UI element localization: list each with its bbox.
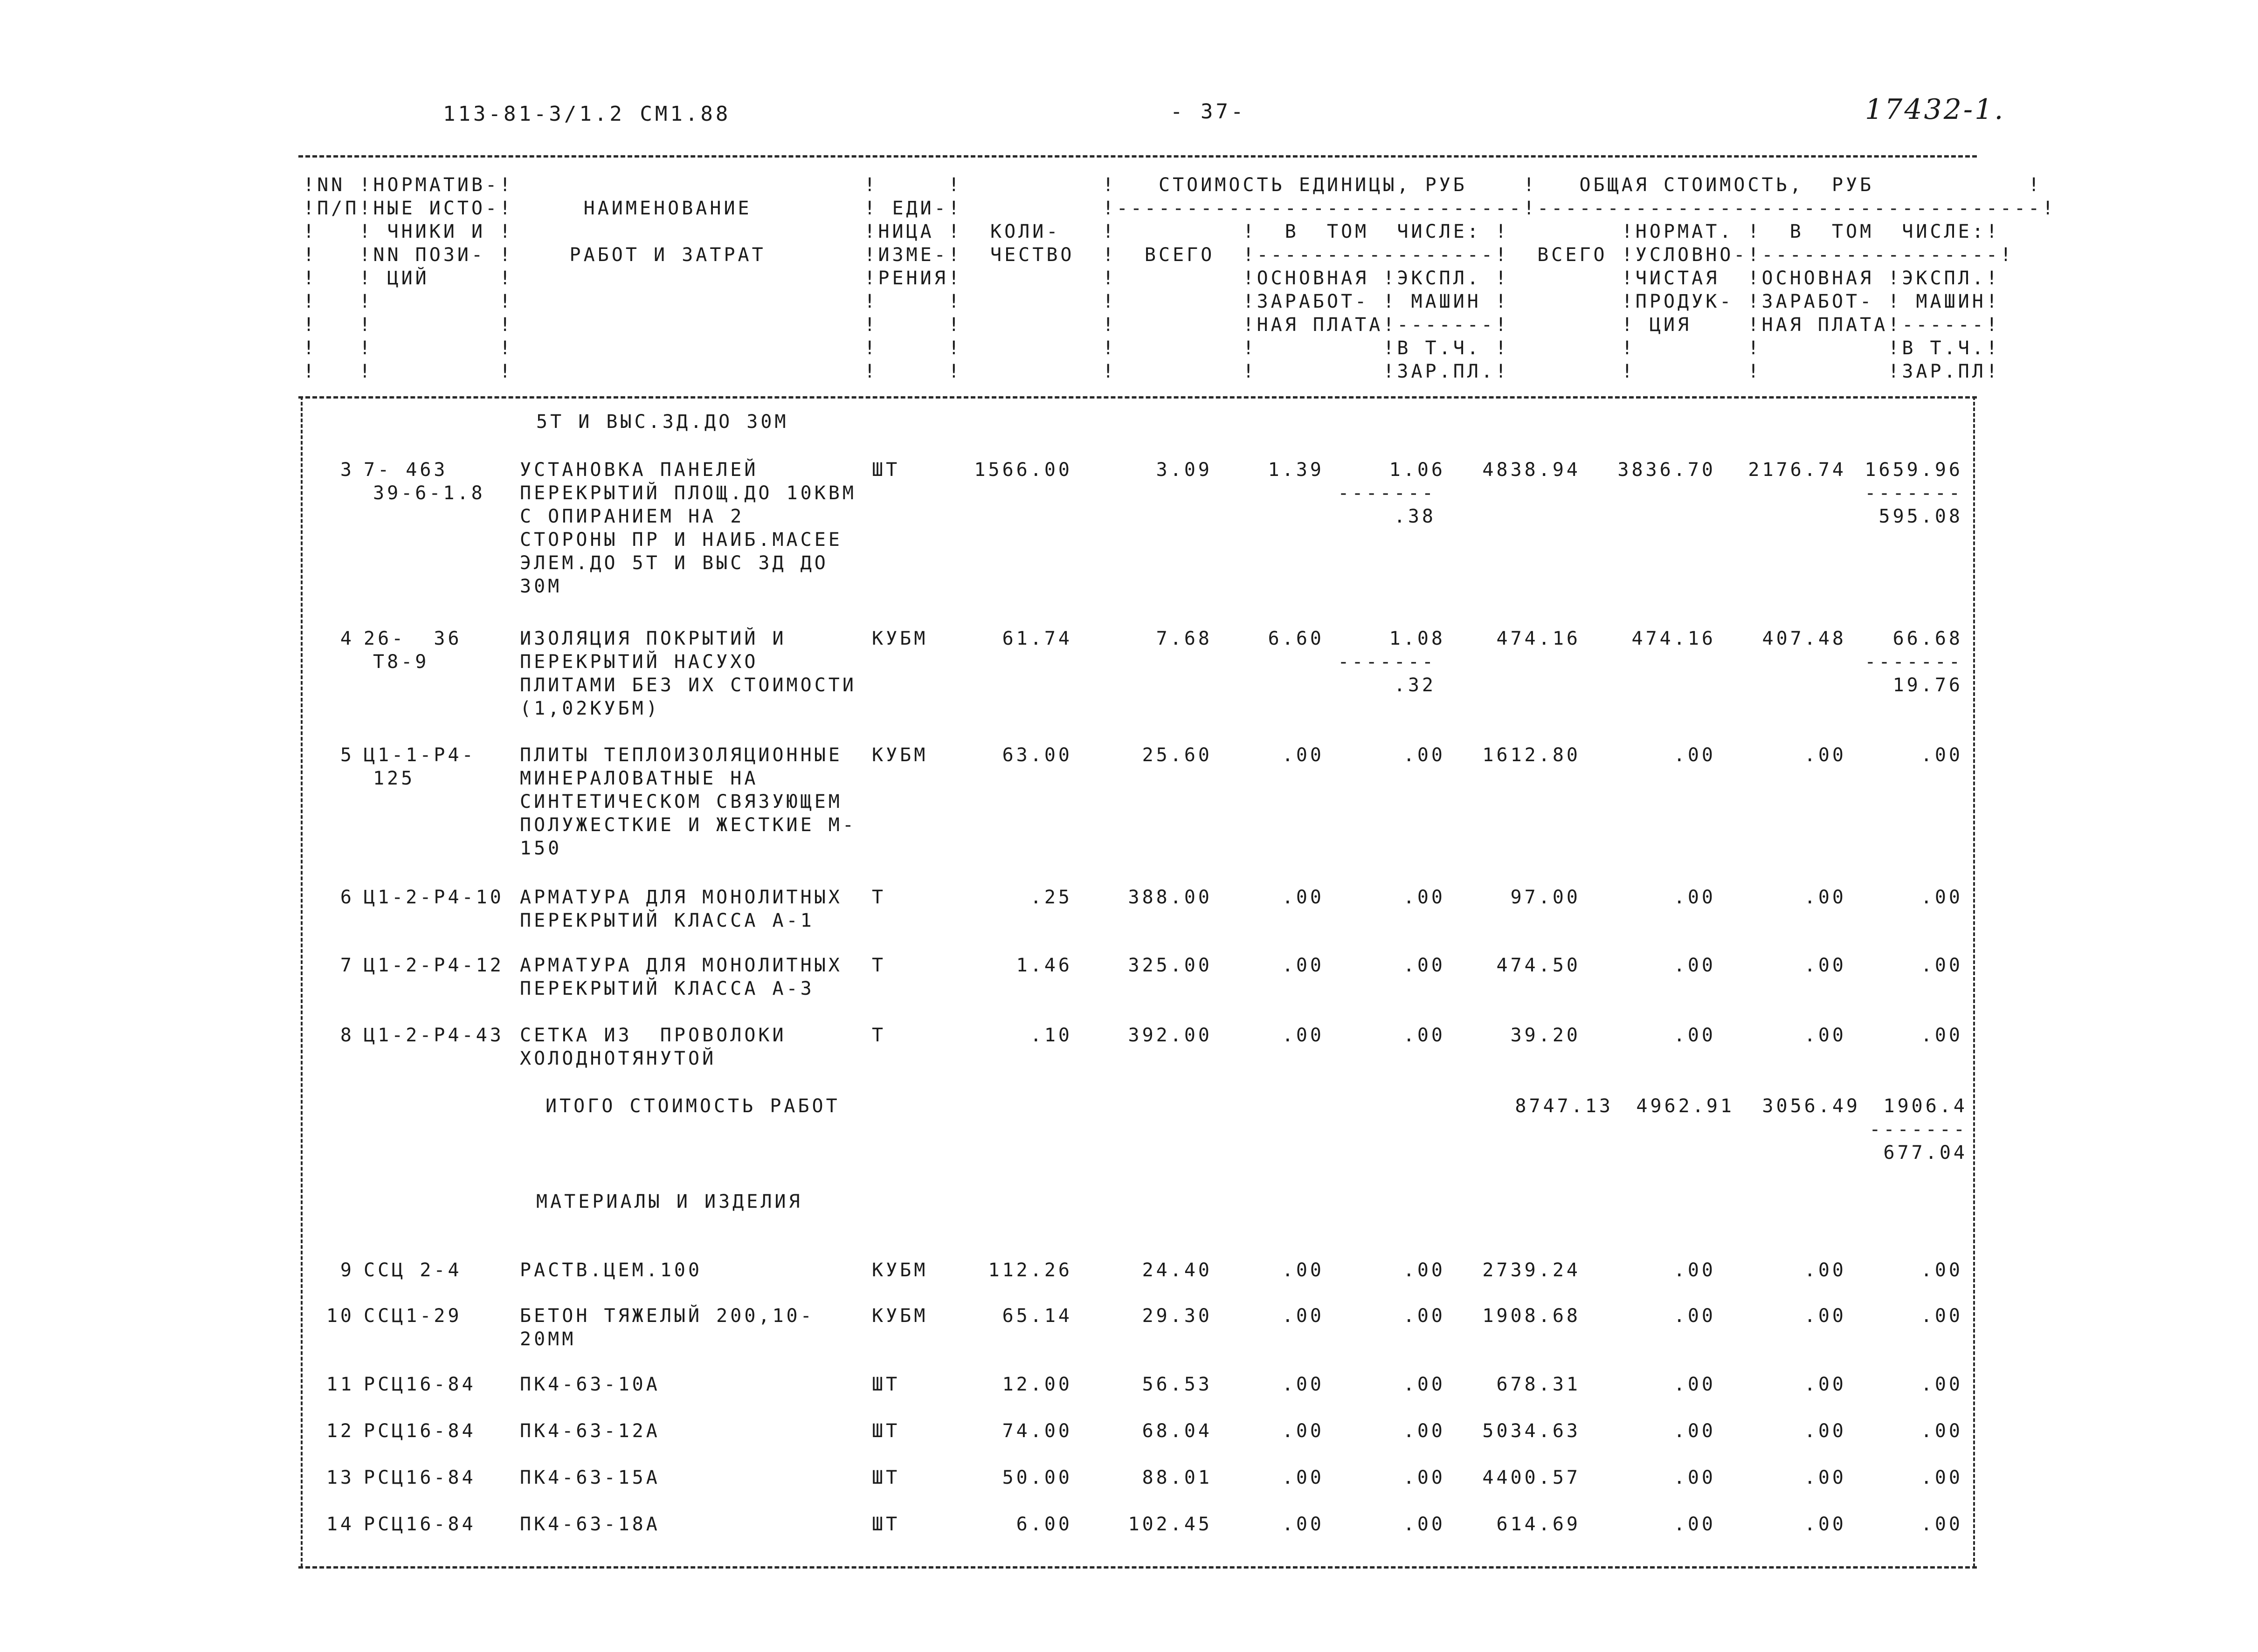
cell-total: 1612.80 — [1482, 744, 1581, 766]
cell-qty: 6.00 — [1016, 1514, 1072, 1535]
cell-unit-mach: 1.06 — [1389, 459, 1445, 481]
cell-total: 4400.57 — [1482, 1467, 1581, 1488]
cell-name: ПЛИТЫ ТЕПЛОИЗОЛЯЦИОННЫЕ — [520, 744, 842, 766]
cell-unit-mach: .00 — [1403, 1420, 1445, 1442]
cell-qty: 112.26 — [988, 1260, 1072, 1281]
cell-n: 11 — [326, 1374, 354, 1395]
cell-name: 20ММ — [520, 1328, 576, 1350]
cell-total-mach-wage: 595.08 — [1878, 506, 1963, 527]
cell-n: 8 — [340, 1025, 354, 1046]
cell-n: 5 — [340, 744, 354, 766]
cell-unit-mach-wage: .32 — [1394, 675, 1436, 696]
cell-total-mach: .00 — [1920, 887, 1963, 908]
cell-total-wage: .00 — [1804, 1305, 1846, 1327]
cell-unit-mach: .00 — [1403, 1467, 1445, 1488]
cell-total-prod: .00 — [1673, 1374, 1716, 1395]
cell-total-mach: .00 — [1920, 744, 1963, 766]
cell-unit: ШТ — [872, 1514, 900, 1535]
cell-code: 39-6-1.8 — [373, 482, 485, 504]
cell-name: РАСТВ.ЦЕМ.100 — [520, 1260, 703, 1281]
cell-total-mach: .00 — [1920, 1025, 1963, 1046]
subtotal-mach-wage: 677.04 — [1883, 1142, 1968, 1163]
cell-code: РСЦ16-84 — [364, 1514, 476, 1535]
cell-name: СТОРОНЫ ПР И НАИБ.МАСЕЕ — [520, 529, 842, 551]
cell-total: 97.00 — [1510, 887, 1581, 908]
cell-total-prod: .00 — [1673, 1305, 1716, 1327]
cell-name: БЕТОН ТЯЖЕЛЫЙ 200,10- — [520, 1305, 815, 1327]
cell-total-wage: .00 — [1804, 1260, 1846, 1281]
cell-n: 14 — [326, 1514, 354, 1535]
cell-qty: 63.00 — [1002, 744, 1072, 766]
cell-unit-wage: .00 — [1282, 1420, 1324, 1442]
cell-unit-total: 3.09 — [1156, 459, 1212, 481]
cell-total: 5034.63 — [1482, 1420, 1581, 1442]
cell-qty: .25 — [1030, 887, 1072, 908]
cell-name: УСТАНОВКА ПАНЕЛЕЙ — [520, 459, 759, 481]
document-code: 113-81-3/1.2 СМ1.88 — [443, 102, 731, 126]
cell-unit-mach: .00 — [1403, 1305, 1445, 1327]
top-border — [298, 155, 1977, 158]
subtotal-prod: 4962.91 — [1636, 1095, 1734, 1117]
subtotal-wage: 3056.49 — [1762, 1095, 1860, 1117]
cell-total-prod: .00 — [1673, 1025, 1716, 1046]
cell-code: Ц1-2-Р4-10 — [364, 887, 504, 908]
cell-code: РСЦ16-84 — [364, 1420, 476, 1442]
cell-name: ПК4-63-10А — [520, 1374, 660, 1395]
continuation-text: 5Т И ВЫС.ЗД.ДО 30М — [536, 411, 789, 433]
cell-total-mach: .00 — [1920, 1420, 1963, 1442]
cell-name: ПЕРЕКРЫТИЙ КЛАССА А-3 — [520, 978, 815, 999]
cell-name: СИНТЕТИЧЕСКОМ СВЯЗУЮЩЕМ — [520, 791, 842, 812]
cell-total-wage: 2176.74 — [1748, 459, 1846, 481]
cell-total-prod: .00 — [1673, 1420, 1716, 1442]
cell-unit-mach: .00 — [1403, 1374, 1445, 1395]
cell-unit-mach: .00 — [1403, 744, 1445, 766]
cell-qty: 61.74 — [1002, 628, 1072, 649]
cell-unit: Т — [872, 1025, 886, 1046]
cell-total: 474.50 — [1496, 955, 1581, 976]
bottom-border — [298, 1566, 1977, 1569]
page-number: - 37- — [1170, 100, 1246, 124]
cell-unit-total: 7.68 — [1156, 628, 1212, 649]
cell-total: 678.31 — [1496, 1374, 1581, 1395]
cell-code: ССЦ1-29 — [364, 1305, 462, 1327]
cell-qty: 1566.00 — [974, 459, 1072, 481]
cell-unit-wage: .00 — [1282, 1025, 1324, 1046]
cell-total: 39.20 — [1510, 1025, 1581, 1046]
cell-unit-mach: .00 — [1403, 887, 1445, 908]
right-border — [1973, 396, 1975, 1567]
cell-unit-total: 25.60 — [1142, 744, 1212, 766]
cell-unit: ШТ — [872, 1374, 900, 1395]
cell-total-mach: 66.68 — [1892, 628, 1963, 649]
cell-qty: 74.00 — [1002, 1420, 1072, 1442]
cell-unit-mach: .00 — [1403, 1025, 1445, 1046]
cell-unit: Т — [872, 955, 886, 976]
cell-unit: КУБМ — [872, 1305, 928, 1327]
cell-n: 3 — [340, 459, 354, 481]
cell-total-prod: .00 — [1673, 1467, 1716, 1488]
cell-total-wage: .00 — [1804, 1420, 1846, 1442]
cell-unit-mach-dash: ------- — [1338, 482, 1436, 504]
cell-code: Т8-9 — [373, 651, 429, 673]
header-row-8: ! ! ! ! ! ! ! !В Т.Ч. ! ! ! !В Т.Ч.! — [303, 337, 2000, 359]
cell-total-wage: .00 — [1804, 1514, 1846, 1535]
cell-name: 30М — [520, 576, 562, 597]
cell-code: 125 — [373, 768, 415, 789]
header-row-5: ! ! ЦИЙ ! !РЕНИЯ! ! !ОСНОВНАЯ !ЭКСПЛ. ! !ЧИСТАЯ !ОСНОВНАЯ !ЭКСПЛ.! — [303, 268, 2000, 289]
left-border — [301, 396, 303, 1567]
cell-unit-wage: .00 — [1282, 1514, 1324, 1535]
cell-qty: 50.00 — [1002, 1467, 1072, 1488]
cell-total-mach: .00 — [1920, 1514, 1963, 1535]
cell-total-wage: 407.48 — [1762, 628, 1846, 649]
cell-name: ХОЛОДНОТЯНУТОЙ — [520, 1048, 717, 1069]
cell-name: ПК4-63-15А — [520, 1467, 660, 1488]
cell-unit-total: 24.40 — [1142, 1260, 1212, 1281]
cell-unit-mach: .00 — [1403, 1260, 1445, 1281]
cell-unit-wage: .00 — [1282, 1260, 1324, 1281]
cell-n: 6 — [340, 887, 354, 908]
cell-total-wage: .00 — [1804, 1467, 1846, 1488]
cell-unit-wage: 6.60 — [1268, 628, 1324, 649]
cell-total-wage: .00 — [1804, 1374, 1846, 1395]
cell-n: 9 — [340, 1260, 354, 1281]
cell-code: Ц1-2-Р4-12 — [364, 955, 504, 976]
cell-unit: КУБМ — [872, 744, 928, 766]
cell-n: 12 — [326, 1420, 354, 1442]
cell-n: 7 — [340, 955, 354, 976]
cell-qty: 12.00 — [1002, 1374, 1072, 1395]
cell-unit-mach: 1.08 — [1389, 628, 1445, 649]
cell-total-wage: .00 — [1804, 1025, 1846, 1046]
cell-total: 2739.24 — [1482, 1260, 1581, 1281]
cell-total-prod: 3836.70 — [1617, 459, 1716, 481]
cell-code: Ц1-1-Р4- — [364, 744, 476, 766]
cell-code: ССЦ 2-4 — [364, 1260, 462, 1281]
header-row-7: ! ! ! ! ! ! !НАЯ ПЛАТА!-------! ! ЦИЯ !НАЯ ПЛАТА!------! — [303, 314, 2000, 336]
cell-total-prod: .00 — [1673, 744, 1716, 766]
cell-name: ПЕРЕКРЫТИЙ НАСУХО — [520, 651, 759, 673]
sheet-mark: 17432-1. — [1865, 93, 2005, 126]
subtotal-mach: 1906.4 — [1883, 1095, 1968, 1117]
cell-total: 1908.68 — [1482, 1305, 1581, 1327]
cell-unit-wage: .00 — [1282, 744, 1324, 766]
cell-unit: ШТ — [872, 1420, 900, 1442]
cell-unit: Т — [872, 887, 886, 908]
cell-unit-wage: .00 — [1282, 1374, 1324, 1395]
cell-total-mach: .00 — [1920, 1467, 1963, 1488]
cell-unit-total: 88.01 — [1142, 1467, 1212, 1488]
cell-code: Ц1-2-Р4-43 — [364, 1025, 504, 1046]
cell-name: ПЛИТАМИ БЕЗ ИХ СТОИМОСТИ — [520, 675, 856, 696]
cell-total: 474.16 — [1496, 628, 1581, 649]
cell-code: РСЦ16-84 — [364, 1467, 476, 1488]
cell-total-wage: .00 — [1804, 887, 1846, 908]
cell-total: 4838.94 — [1482, 459, 1581, 481]
cell-total-mach: .00 — [1920, 1260, 1963, 1281]
cell-total-mach-wage: 19.76 — [1892, 675, 1963, 696]
cell-name: 150 — [520, 838, 562, 859]
header-row-3: ! ! ЧНИКИ И ! !НИЦА ! КОЛИ- ! ! В ТОМ ЧИСЛЕ: ! !НОРМАТ. ! В ТОМ ЧИСЛЕ:! — [303, 221, 2000, 242]
cell-n: 10 — [326, 1305, 354, 1327]
cell-unit-total: 388.00 — [1128, 887, 1212, 908]
cell-total-mach: 1659.96 — [1864, 459, 1963, 481]
cell-name: ПЕРЕКРЫТИЙ ПЛОЩ.ДО 10КВМ — [520, 482, 856, 504]
cell-total-mach: .00 — [1920, 1305, 1963, 1327]
cell-total-mach: .00 — [1920, 955, 1963, 976]
cell-unit: КУБМ — [872, 628, 928, 649]
cell-name: ЭЛЕМ.ДО 5Т И ВЫС ЗД ДО — [520, 552, 829, 574]
cell-unit-wage: .00 — [1282, 1467, 1324, 1488]
cell-total-mach: .00 — [1920, 1374, 1963, 1395]
cell-unit-mach-dash: ------- — [1338, 651, 1436, 673]
cell-name: ПК4-63-12А — [520, 1420, 660, 1442]
cell-unit-total: 29.30 — [1142, 1305, 1212, 1327]
cell-total: 614.69 — [1496, 1514, 1581, 1535]
header-row-4: ! !NN ПОЗИ- ! РАБОТ И ЗАТРАТ !ИЗМЕ-! ЧЕСТВО ! ВСЕГО !-----------------! ВСЕГО !УСЛОВНО-!-----------------! — [303, 244, 2015, 266]
cell-qty: 65.14 — [1002, 1305, 1072, 1327]
cell-total-prod: .00 — [1673, 1260, 1716, 1281]
cell-unit-total: 102.45 — [1128, 1514, 1212, 1535]
cell-name: С ОПИРАНИЕМ НА 2 — [520, 506, 745, 527]
cell-unit-mach: .00 — [1403, 1514, 1445, 1535]
cell-unit-mach-wage: .38 — [1394, 506, 1436, 527]
cell-name: МИНЕРАЛОВАТНЫЕ НА — [520, 768, 759, 789]
cell-total-prod: 474.16 — [1631, 628, 1716, 649]
header-bottom-border — [298, 396, 1977, 399]
subtotal-mach-dash: ------- — [1869, 1119, 1968, 1140]
materials-title: МАТЕРИАЛЫ И ИЗДЕЛИЯ — [536, 1191, 803, 1212]
cell-n: 4 — [340, 628, 354, 649]
cell-name: ПК4-63-18А — [520, 1514, 660, 1535]
cell-unit-total: 325.00 — [1128, 955, 1212, 976]
subtotal-total: 8747.13 — [1515, 1095, 1613, 1117]
cell-name: СЕТКА ИЗ ПРОВОЛОКИ — [520, 1025, 787, 1046]
cell-name: АРМАТУРА ДЛЯ МОНОЛИТНЫХ — [520, 887, 842, 908]
cell-total-mach-dash: ------- — [1864, 651, 1963, 673]
subtotal-label: ИТОГО СТОИМОСТЬ РАБОТ — [546, 1095, 840, 1117]
header-row-6: ! ! ! ! ! ! !ЗАРАБОТ- ! МАШИН ! !ПРОДУК- !ЗАРАБОТ- ! МАШИН! — [303, 291, 2000, 312]
cell-name: АРМАТУРА ДЛЯ МОНОЛИТНЫХ — [520, 955, 842, 976]
cell-qty: .10 — [1030, 1025, 1072, 1046]
cell-unit: ШТ — [872, 1467, 900, 1488]
cell-total-mach-dash: ------- — [1864, 482, 1963, 504]
header-row-1: !NN !НОРМАТИВ-! ! ! ! СТОИМОСТЬ ЕДИНИЦЫ, РУБ ! ОБЩАЯ СТОИМОСТЬ, РУБ ! — [303, 174, 2043, 196]
cell-unit-wage: 1.39 — [1268, 459, 1324, 481]
cell-unit-total: 68.04 — [1142, 1420, 1212, 1442]
cell-code: 7- 463 — [364, 459, 448, 481]
cell-name: ПЕРЕКРЫТИЙ КЛАССА А-1 — [520, 910, 815, 931]
cell-qty: 1.46 — [1016, 955, 1072, 976]
cell-code: РСЦ16-84 — [364, 1374, 476, 1395]
cell-name: ИЗОЛЯЦИЯ ПОКРЫТИЙ И — [520, 628, 787, 649]
cell-unit-wage: .00 — [1282, 887, 1324, 908]
cell-name: ПОЛУЖЕСТКИЕ И ЖЕСТКИЕ М- — [520, 814, 856, 836]
header-row-9: ! ! ! ! ! ! ! !ЗАР.ПЛ.! ! ! !ЗАР.ПЛ! — [303, 361, 2000, 382]
cell-unit-wage: .00 — [1282, 955, 1324, 976]
cell-unit: ШТ — [872, 459, 900, 481]
cell-unit: КУБМ — [872, 1260, 928, 1281]
cell-total-wage: .00 — [1804, 955, 1846, 976]
cell-total-prod: .00 — [1673, 1514, 1716, 1535]
cell-name: (1,02КУБМ) — [520, 698, 660, 719]
cell-total-prod: .00 — [1673, 887, 1716, 908]
cell-total-wage: .00 — [1804, 744, 1846, 766]
cell-unit-total: 56.53 — [1142, 1374, 1212, 1395]
cell-code: 26- 36 — [364, 628, 462, 649]
header-row-2: !П/П!НЫЕ ИСТО-! НАИМЕНОВАНИЕ ! ЕДИ-! !-----------------------------!------------------------------------! — [303, 198, 2057, 219]
cell-total-prod: .00 — [1673, 955, 1716, 976]
cell-unit-mach: .00 — [1403, 955, 1445, 976]
cell-n: 13 — [326, 1467, 354, 1488]
cell-unit-total: 392.00 — [1128, 1025, 1212, 1046]
cell-unit-wage: .00 — [1282, 1305, 1324, 1327]
